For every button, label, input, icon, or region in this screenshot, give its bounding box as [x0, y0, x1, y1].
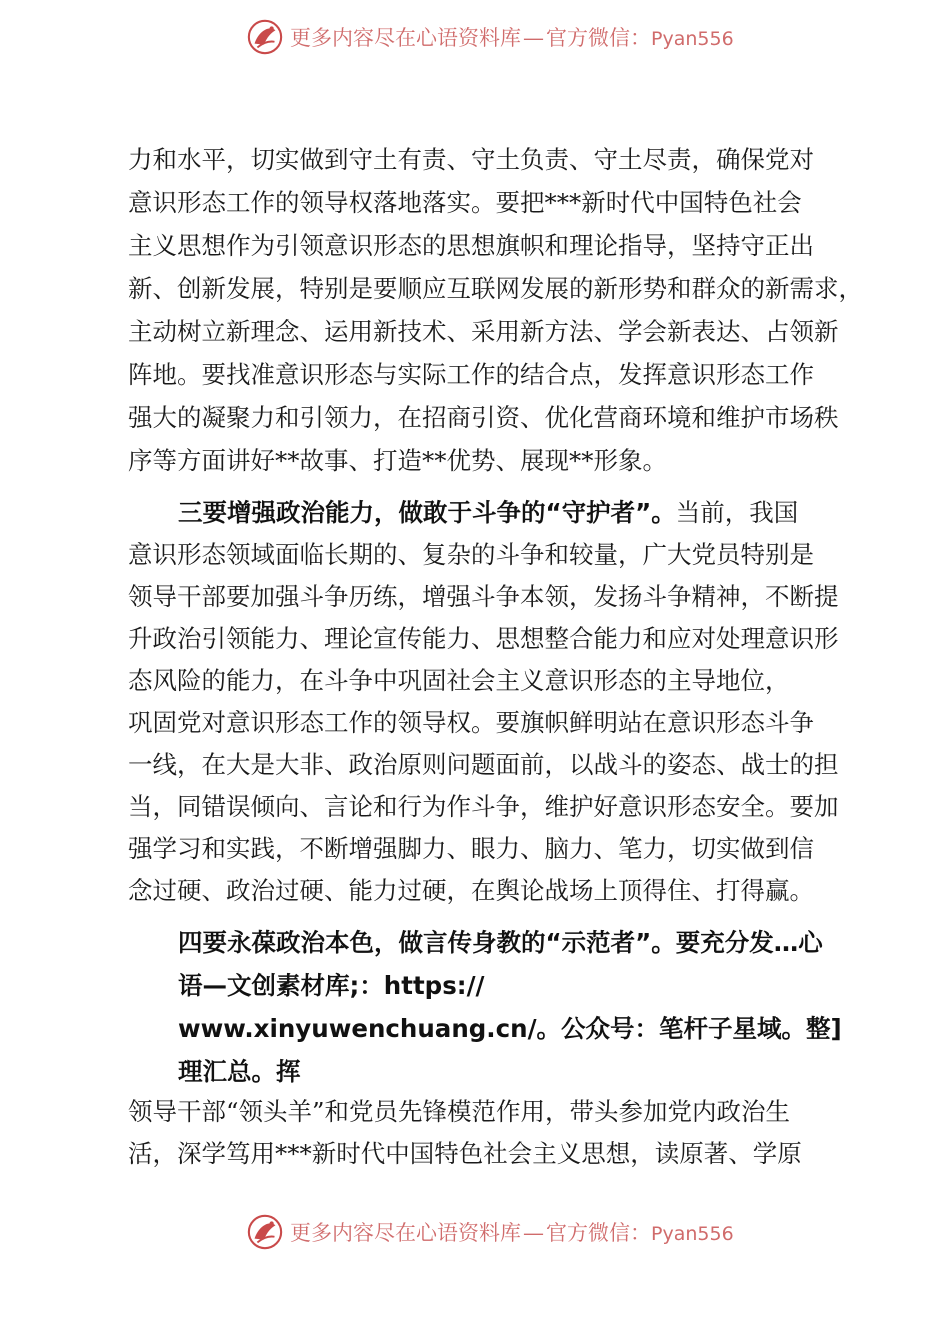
- text-line: 主义思想作为引领意识形态的思想旗帜和理论指导，坚持守正出: [128, 231, 814, 260]
- paragraph-4-heading-line: 四要永葆政治本色，做言传身教的“示范者”。要充分发…心: [178, 928, 823, 957]
- text-line: 升政治引领能力、理论宣传能力、思想整合能力和应对处理意识形: [128, 624, 839, 653]
- text-line: 强学习和实践，不断增强脚力、眼力、脑力、笔力，切实做到信: [128, 834, 814, 863]
- text-line: 念过硬、政治过硬、能力过硬，在舆论战场上顶得住、打得赢。: [128, 876, 814, 905]
- text-line: 态风险的能力，在斗争中巩固社会主义意识形态的主导地位，: [128, 666, 790, 695]
- banner-separator: —: [523, 26, 544, 50]
- xinyu-logo-icon: [246, 1213, 284, 1251]
- wechat-id: Pyan556: [651, 28, 734, 50]
- text-line: 新、创新发展，特别是要顺应互联网发展的新形势和群众的新需求，: [128, 274, 863, 303]
- text-line: 主动树立新理念、运用新技术、采用新方法、学会新表达、占领新: [128, 317, 839, 346]
- text-line: 领导干部要加强斗争历练，增强斗争本领，发扬斗争精神，不断提: [128, 582, 839, 611]
- banner-text: 更多内容尽在心语资料库: [290, 26, 521, 50]
- text-line: 活，深学笃用***新时代中国特色社会主义思想，读原著、学原: [128, 1139, 802, 1168]
- text-line: 意识形态领域面临长期的、复杂的斗争和较量，广大党员特别是: [128, 540, 814, 569]
- text-line: 序等方面讲好**故事、打造**优势、展现**形象。: [128, 446, 667, 475]
- paragraph-3-heading: 三要增强政治能力，做敢于斗争的“守护者”。: [178, 498, 676, 527]
- text-line: 意识形态工作的领导权落地落实。要把***新时代中国特色社会: [128, 188, 802, 217]
- paragraph-4-heading-line: 语—文创素材库;：https://: [178, 971, 485, 1000]
- banner-separator: —: [523, 1221, 544, 1245]
- xinyu-logo-icon: [246, 18, 284, 56]
- paragraph-4-heading-line: www.xinyuwenchuang.cn/。公众号：笔杆子星域。整]: [178, 1014, 842, 1043]
- text-line: 阵地。要找准意识形态与实际工作的结合点，发挥意识形态工作: [128, 360, 814, 389]
- wechat-label: 官方微信：: [546, 1221, 651, 1245]
- paragraph-3-lead: 当前，我国: [675, 498, 799, 527]
- wechat-label: 官方微信：: [546, 26, 651, 50]
- text-line: 力和水平，切实做到守土有责、守土负责、守土尽责，确保党对: [128, 145, 814, 174]
- header-banner: [246, 17, 734, 57]
- banner-text: 更多内容尽在心语资料库: [290, 1221, 521, 1245]
- footer-banner: [246, 1212, 734, 1252]
- text-line: 巩固党对意识形态工作的领导权。要旗帜鲜明站在意识形态斗争: [128, 708, 814, 737]
- text-line: 一线，在大是大非、政治原则问题面前，以战斗的姿态、战士的担: [128, 750, 839, 779]
- text-line: 领导干部“领头羊”和党员先锋模范作用，带头参加党内政治生: [128, 1097, 791, 1126]
- paragraph-3-first-line: [178, 498, 798, 528]
- text-line: 当，同错误倾向、言论和行为作斗争，维护好意识形态安全。要加: [128, 792, 839, 821]
- wechat-id: Pyan556: [651, 1223, 734, 1245]
- paragraph-4-heading-line: 理汇总。挥: [178, 1057, 301, 1086]
- text-line: 强大的凝聚力和引领力，在招商引资、优化营商环境和维护市场秩: [128, 403, 839, 432]
